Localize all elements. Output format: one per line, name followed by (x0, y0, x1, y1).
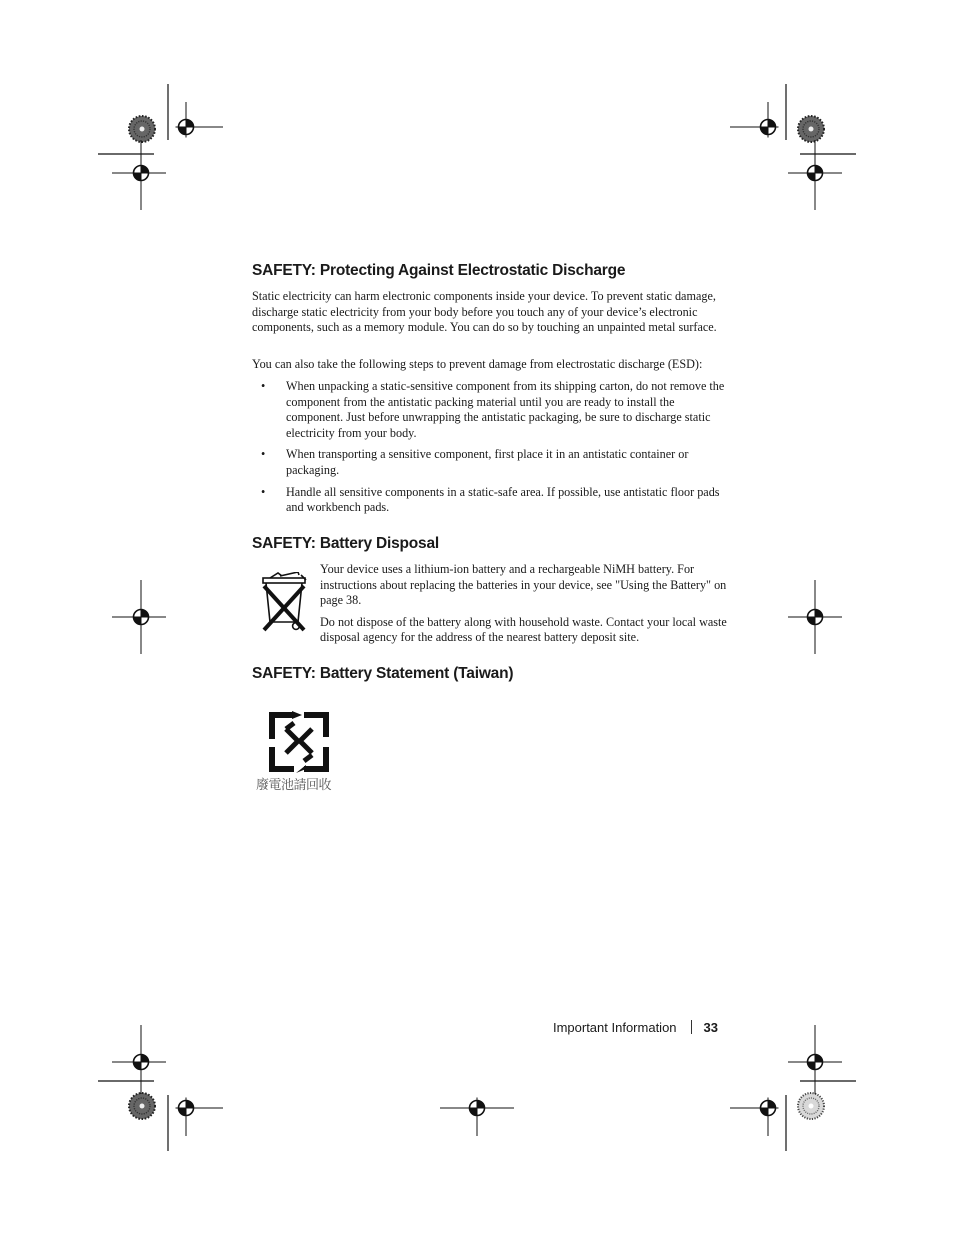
footer-separator (691, 1020, 692, 1034)
taiwan-logo-caption: 廢電池請回收 (256, 778, 332, 793)
list-item: • Handle all sensitive components in a static-safe area. If possible, use antistatic floor pads and workbench pads. (261, 484, 720, 515)
bullet-icon: • (261, 484, 266, 499)
bullet-icon: • (261, 447, 266, 462)
list-item: • When transporting a sensitive component, first place it in an antistatic container or packaging. (261, 447, 689, 477)
battery-disposal-paragraph-2: Do not dispose of the battery along with household waste. Contact your local waste disposal agency for the address of the nearest battery deposit site. (320, 614, 727, 645)
esd-heading: SAFETY: Protecting Against Electrostatic Discharge (252, 262, 626, 279)
battery-disposal-paragraph-1: Your device uses a lithium-ion battery and a rechargeable NiMH battery. For instructions about replacing the batteries in your device, see "Using the Battery" on page 38. (320, 562, 727, 608)
esd-steps-list (252, 379, 730, 522)
list-item: • When unpacking a static-sensitive component from its shipping carton, do not remove the component from the antistatic packing material until you are ready to install the component. Just before unwrapping the antistatic packaging, be sure to discharge static electricity from your body. (261, 379, 725, 440)
taiwan-recycle-logo (268, 711, 330, 773)
crossed-out-wheelie-bin-icon (258, 572, 310, 634)
footer-title: Important Information (552, 1020, 677, 1035)
battery-taiwan-heading: SAFETY: Battery Statement (Taiwan) (252, 665, 514, 682)
bullet-icon: • (261, 379, 266, 393)
page-number: 33 (703, 1020, 718, 1035)
esd-paragraph-2: You can also take the following steps to prevent damage from electrostatic discharge (ESD): (252, 357, 703, 371)
battery-disposal-heading: SAFETY: Battery Disposal (252, 535, 439, 552)
esd-paragraph-1: Static electricity can harm electronic components inside your device. To prevent static damage, discharge static electricity from your body before you touch any of your device’s electronic components, such as a memory module. You can do so by touching an unpainted metal surface. (252, 289, 717, 335)
page-footer (553, 1020, 718, 1035)
battery-disposal-text (320, 562, 732, 652)
